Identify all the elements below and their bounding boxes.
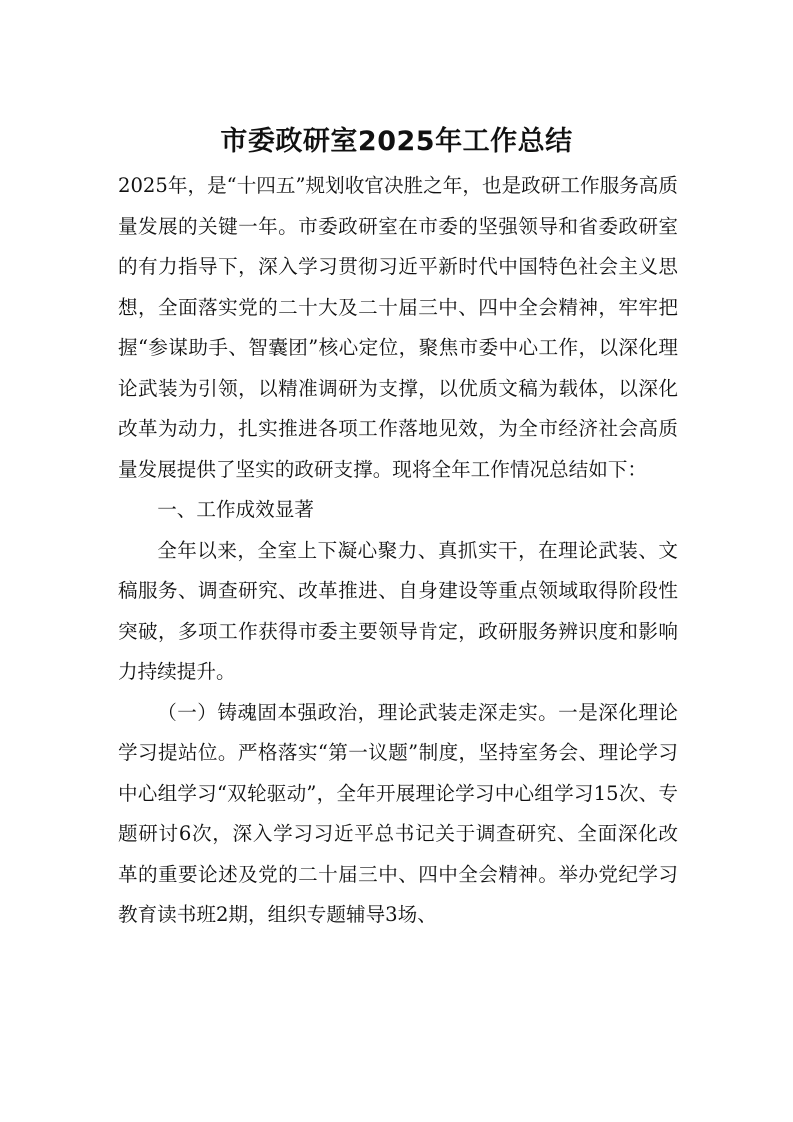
- body-paragraph: 全年以来，全室上下凝心聚力、真抓实干，在理论武装、文稿服务、调查研究、改革推进、自身建设等重点领域取得阶段性突破，多项工作获得市委主要领导肯定，政研服务辨识度和影响力持续提升。: [118, 538, 678, 683]
- section-heading-1: 一、工作成效显著: [157, 498, 314, 521]
- document-title: 市委政研室2025年工作总结: [220, 126, 573, 157]
- document-body: [118, 166, 678, 936]
- intro-paragraph: 2025年，是“十四五”规划收官决胜之年，也是政研工作服务高质量发展的关键一年。市委政研室在市委的坚强领导和省委政研室的有力指导下，深入学习贯彻习近平新时代中国特色社会主义思想，全面落实党的二十大及二十届三中、四中全会精神，牢牢把握“参谋助手、智囊团”核心定位，聚焦市委中心工作，以深化理论武装为引领，以精准调研为支撑，以优质文稿为载体，以深化改革为动力，扎实推进各项工作落地见效，为全市经济社会高质量发展提供了坚实的政研支撑。现将全年工作情况总结如下：: [118, 174, 678, 481]
- body-paragraph: （一）铸魂固本强政治，理论武装走深走实。一是深化理论学习提站位。严格落实“第一议题”制度，坚持室务会、理论学习中心组学习“双轮驱动”，全年开展理论学习中心组学习15次、专题研讨6次，深入学习习近平总书记关于调查研究、全面深化改革的重要论述及党的二十届三中、四中全会精神。举办党纪学习教育读书班2期，组织专题辅导3场、: [118, 700, 678, 926]
